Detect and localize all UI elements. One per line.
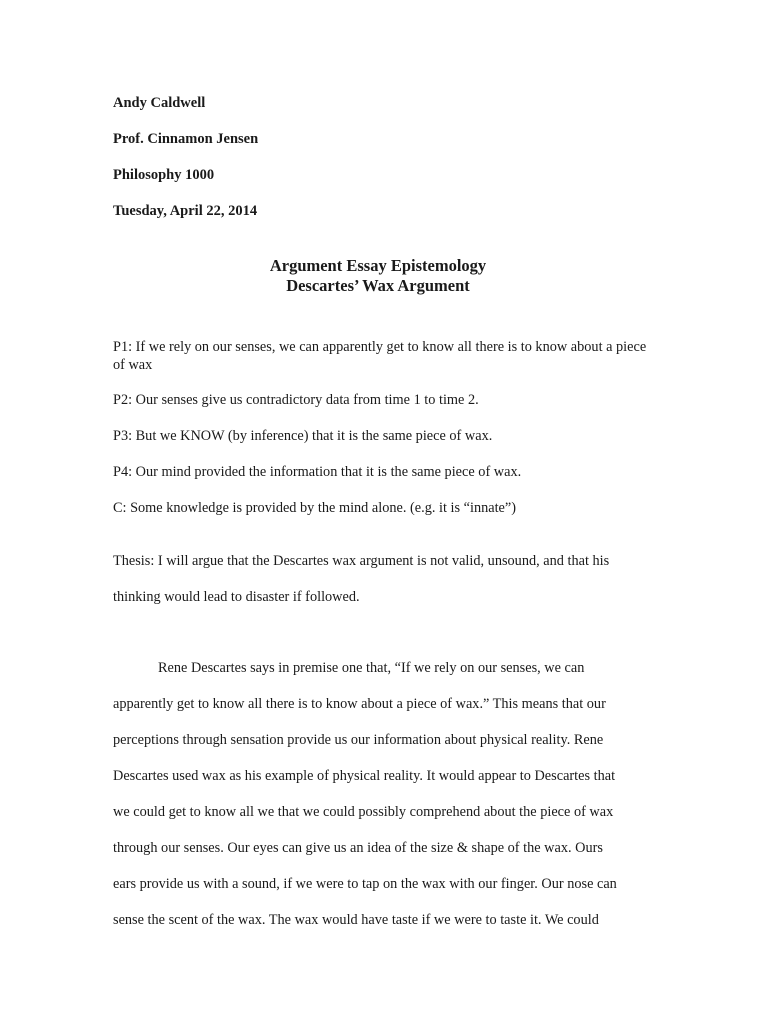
body-line-2: apparently get to know all there is to know about a piece of wax.” This means that our xyxy=(113,696,606,712)
premise-4: P4: Our mind provided the information that it is the same piece of wax. xyxy=(113,464,522,480)
professor-name: Prof. Cinnamon Jensen xyxy=(113,131,259,147)
author-name: Andy Caldwell xyxy=(113,95,206,111)
thesis-line-1: Thesis: I will argue that the Descartes wax argument is not valid, unsound, and that his xyxy=(113,553,610,569)
essay-title: Argument Essay Epistemology xyxy=(269,256,487,275)
body-line-7: ears provide us with a sound, if we were to tap on the wax with our finger. Our nose can xyxy=(113,876,617,892)
body-line-6: through our senses. Our eyes can give us an idea of the size & shape of the wax. Ours xyxy=(113,840,603,856)
premise-1: P1: If we rely on our senses, we can apparently get to know all there is to know about a piece of wax xyxy=(113,339,647,373)
body-line-3: perceptions through sensation provide us our information about physical reality. Rene xyxy=(113,732,604,748)
thesis-line-2: thinking would lead to disaster if followed. xyxy=(113,589,360,605)
essay-subtitle: Descartes’ Wax Argument xyxy=(286,276,470,295)
essay-date: Tuesday, April 22, 2014 xyxy=(113,203,258,219)
conclusion: C: Some knowledge is provided by the mind alone. (e.g. it is “innate”) xyxy=(113,500,517,516)
premise-2: P2: Our senses give us contradictory data from time 1 to time 2. xyxy=(113,392,479,408)
premise-3: P3: But we KNOW (by inference) that it is the same piece of wax. xyxy=(113,428,493,444)
body-line-4: Descartes used wax as his example of physical reality. It would appear to Descartes that xyxy=(113,768,616,784)
body-line-1: Rene Descartes says in premise one that, “If we rely on our senses, we can xyxy=(158,660,585,676)
body-line-8: sense the scent of the wax. The wax would have taste if we were to taste it. We could xyxy=(113,912,599,928)
body-line-5: we could get to know all we that we could possibly comprehend about the piece of wax xyxy=(113,804,614,820)
course-name: Philosophy 1000 xyxy=(113,167,215,183)
